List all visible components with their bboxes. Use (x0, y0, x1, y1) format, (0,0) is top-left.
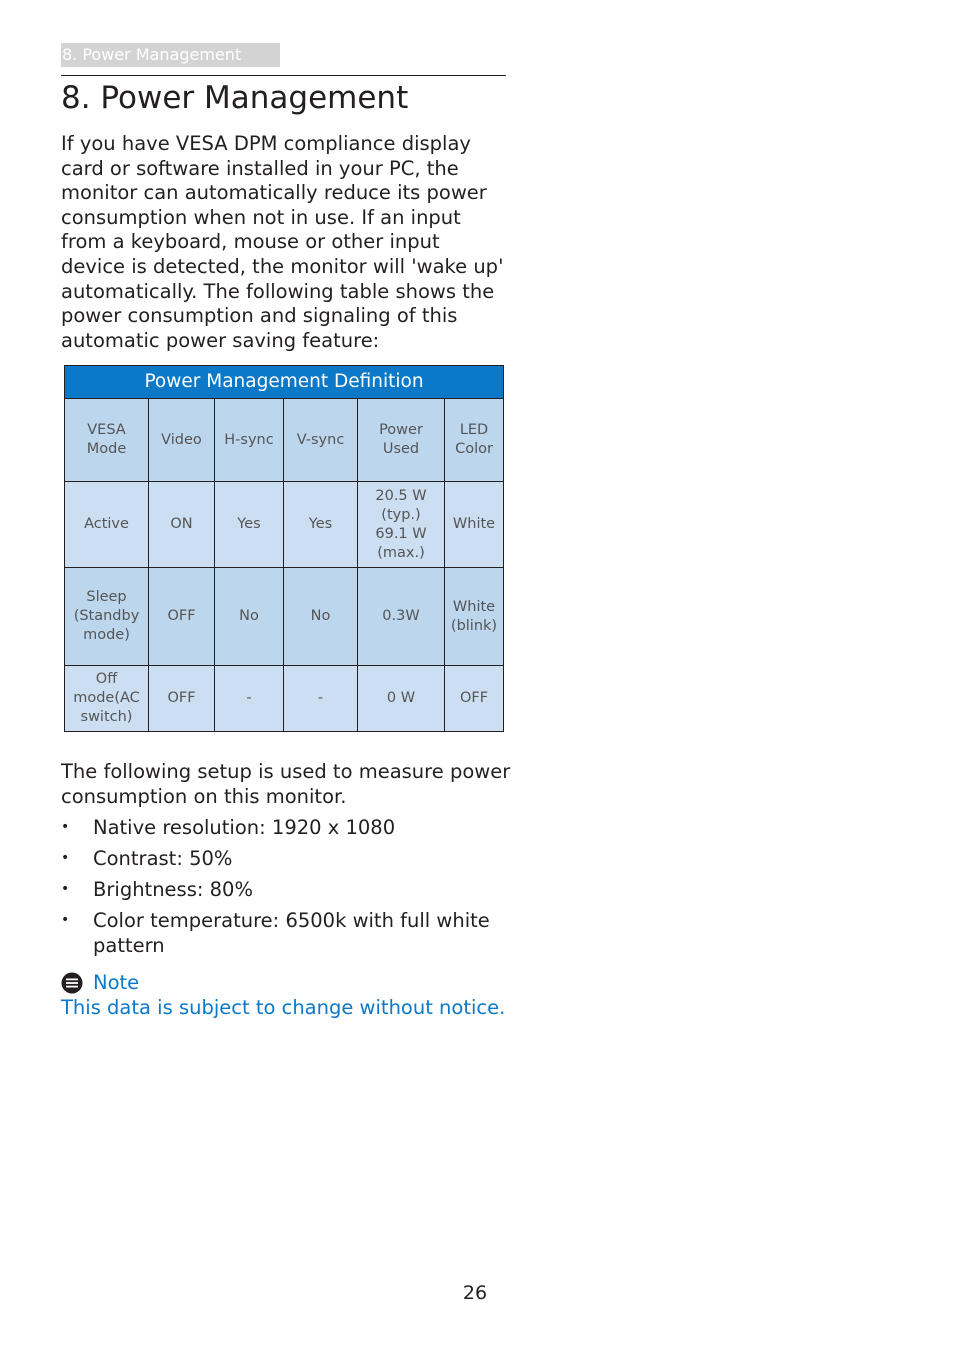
note-label: Note (93, 971, 140, 994)
table-cell: - (215, 666, 284, 732)
table-cell: 20.5 W (typ.) 69.1 W (max.) (358, 482, 445, 568)
list-item: • Contrast: 50% (61, 847, 233, 870)
table-cell: Active (65, 482, 149, 568)
bullet-icon: • (61, 850, 70, 866)
section-header-tab: 8. Power Management (61, 43, 280, 67)
table-cell: Yes (284, 482, 358, 568)
table-row (65, 666, 504, 732)
bullet-icon: • (61, 912, 70, 928)
table-header-row (65, 399, 504, 482)
table-cell: Sleep (Standby mode) (65, 568, 149, 666)
bullet-icon: • (61, 881, 70, 897)
setup-bullet-list (61, 815, 506, 964)
table-cell: No (215, 568, 284, 666)
table-cell: OFF (149, 568, 215, 666)
column-header: V-sync (284, 399, 358, 482)
header-divider (61, 75, 506, 76)
list-item: • Color temperature: 6500k with full white pattern (61, 909, 490, 957)
table-cell: White (blink) (445, 568, 504, 666)
list-item: • Brightness: 80% (61, 878, 253, 901)
column-header: LED Color (445, 399, 504, 482)
table-cell: No (284, 568, 358, 666)
table-cell: 0.3W (358, 568, 445, 666)
power-management-table (64, 365, 504, 732)
setup-paragraph: The following setup is used to measure power consumption on this monitor. (61, 760, 511, 808)
page-number: 26 (462, 1282, 488, 1304)
page-title: 8. Power Management (61, 80, 409, 116)
table-cell: Yes (215, 482, 284, 568)
table-cell: 0 W (358, 666, 445, 732)
table-cell: - (284, 666, 358, 732)
note-text: This data is subject to change without notice. (61, 996, 506, 1019)
column-header: Power Used (358, 399, 445, 482)
column-header: VESA Mode (65, 399, 149, 482)
table-cell: White (445, 482, 504, 568)
column-header: H-sync (215, 399, 284, 482)
table-row (65, 482, 504, 568)
table-cell: ON (149, 482, 215, 568)
bullet-icon: • (61, 819, 70, 835)
table-cell: OFF (149, 666, 215, 732)
table-caption: Power Management Definition (65, 366, 504, 399)
note-icon (61, 972, 83, 994)
table-cell: OFF (445, 666, 504, 732)
column-header: Video (149, 399, 215, 482)
intro-paragraph: If you have VESA DPM compliance display card or software installed in your PC, the monitor can automatically reduce its power consumption when not in use. If an input from a keyboard, mouse or other input device is detected, the monitor will 'wake up' automatically. The following table shows the power consumption and signaling of this automatic power saving feature: (61, 132, 504, 352)
list-item: • Native resolution: 1920 x 1080 (61, 816, 396, 839)
table-cell: Off mode(AC switch) (65, 666, 149, 732)
table-row (65, 568, 504, 666)
